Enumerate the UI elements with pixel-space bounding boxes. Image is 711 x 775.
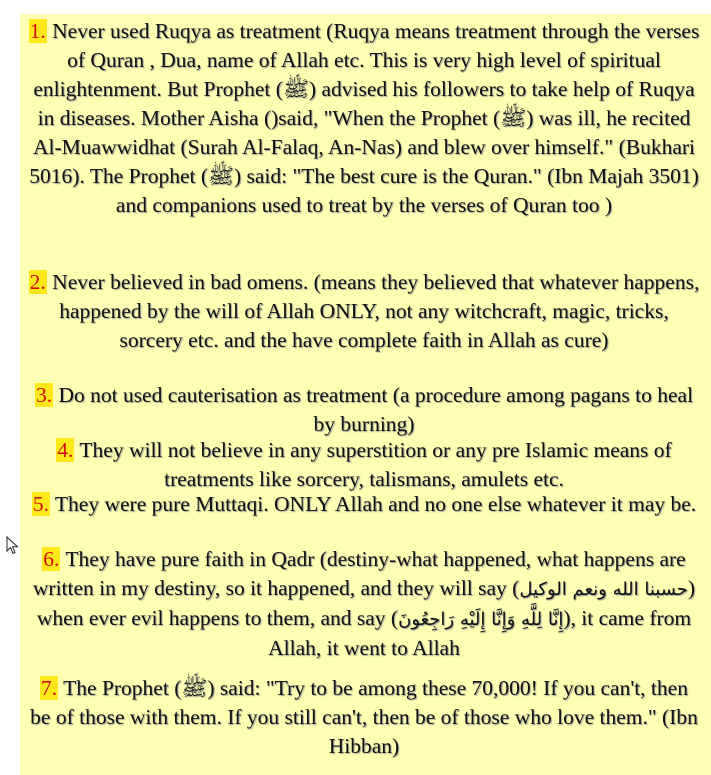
item-number: 2. [29,270,46,294]
item-text: ), it came from Allah, it went to Allah [268,606,692,660]
item-number: 5. [32,492,49,516]
item-text: Never believed in bad omens. (means they believed that whatever happens, happened by the will of Allah ONLY, not any witchcraft, magic, tricks, sorcery etc. and the have complete faith in Allah as cure) [46,270,700,352]
item-number: 7. [41,676,58,700]
item-text: They were pure Muttaqi. ONLY Allah and no one else whatever it may be. [49,492,697,516]
list-item-2 [28,268,700,355]
item-number: 6. [43,547,60,571]
list-item-5 [28,490,700,519]
list-item-1 [28,17,700,220]
item-text: They have pure faith in Qadr (destiny-what happened, what happens are written in my destiny, so it happened, and they will say ( [32,547,686,600]
item-text: Do not used cauterisation as treatment (a procedure among pagans to heal by burning) [53,383,694,436]
item-number: 4. [57,438,74,462]
item-text: ) when ever evil happens to them, and say ( [36,576,696,630]
list-item-6 [28,545,700,663]
list-item-7 [28,674,700,761]
mouse-pointer-icon [6,536,22,556]
arabic-phrase: إِنَّا لِلَّهِ وَإِنَّا إِلَيْهِ رَاجِعُونَ [398,609,564,630]
arabic-phrase: حسبنا الله ونعم الوكيل [519,579,688,600]
item-text: Never used Ruqya as treatment (Ruqya means treatment through the verses of Quran , Dua, name of Allah etc. This is very high level of spiritual enlightenment. But Prophet (ﷺ) advised his followers to take help of Ruqya in diseases. Mother Aisha ()said, "When the Prophet (ﷺ) was ill, he recited Al-Muawwidhat (Surah Al-Falaq, An-Nas) and blew over himself." (Bukhari 5016). The Prophet (ﷺ) said: "The best cure is the Quran." (Ibn Majah 3501) and companions used to treat by the verses of Quran too ) [29,19,700,217]
list-item-4 [28,436,700,494]
item-number: 3. [35,383,53,407]
item-text: The Prophet (ﷺ) said: "Try to be among these 70,000! If you can't, then be of those with them. If you still can't, then be of those who love them." (Ibn Hibban) [30,676,698,758]
item-text: They will not believe in any superstition or any pre Islamic means of treatments like sorcery, talismans, amulets etc. [74,438,672,491]
list-item-3 [28,381,700,439]
item-number: 1. [29,19,46,43]
